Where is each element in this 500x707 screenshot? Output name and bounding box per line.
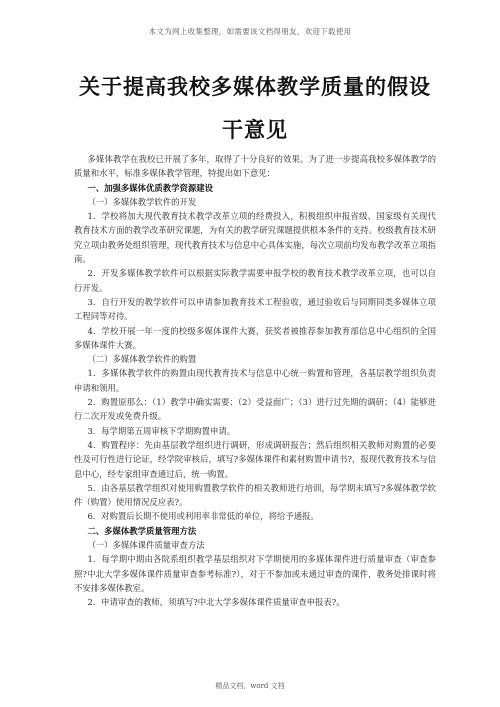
subsection-heading: （一）多媒体教学软件的开发 — [87, 196, 197, 207]
body-paragraph: 3．每学期第五周审核下学期购置申请。 — [87, 425, 236, 436]
section-heading: 二、多媒体教学质量管理方法 — [87, 525, 197, 536]
subsection-heading: （二）多媒体教学软件的购置 — [87, 354, 197, 365]
body-paragraph: 2．开发多媒体教学软件可以根据实际教学需要申报学校的教育技术教学改革立项，也可以自行开发。 — [74, 268, 436, 293]
body-paragraph: 3．自行开发的教学软件可以申请参加教育技术工程验收，通过验收后与同期同类多媒体立项工程同等对待。 — [74, 296, 436, 322]
page-footer-note: 精品文档，word 文档 — [215, 682, 285, 690]
body-paragraph: 2．申请审查的教师，须填写?中北大学多媒体课件质量审查申报表?。 — [87, 597, 345, 608]
body-paragraph: 4．购置程序：先由基层教学组织进行调研，形成调研报告；然后组织相关教师对购置的必要性及可行性进行论证，经学院审核后，填写?多媒体课件和素材购置申请书?，报现代教育技术与信息中心，经专家组审查通过后，统一购置。 — [74, 439, 436, 479]
body-paragraph: 1．学校将加大现代教育技术教学改革立项的经费投入，积极组织申报省级、国家级有关现代教育技术方面的教学改革研究课题，为有关的教学研究课题提供根本条件的支持。校级教育技术研究立项由教务处组织管理，现代教育技术与信息中心具体实施，每次立项前均发布教学改革立项指南。 — [74, 211, 436, 265]
body-paragraph: 2．购置原那么：（1）教学中确实需要；（2）受益面广；（3）进行过先期的调研；（4）能够进行二次开发或免费升级。 — [74, 397, 436, 422]
section-heading: 一、加强多媒体优质教学资源建设 — [87, 182, 214, 193]
page-header-note: 本文为网上收集整理，如需要该文档得朋友，欢迎下载使用 — [148, 27, 352, 36]
intro-paragraph: 多媒体教学在我校已开展了多年，取得了十分良好的效果。为了进一步提高我校多媒体教学的质量和水平，标准多媒体教学管理，特提出如下意见： — [74, 154, 436, 179]
document-title: 关于提高我校多媒体教学质量的假设干意见 — [79, 75, 431, 142]
body-paragraph: 1．每学期中期由各院系组织教学基层组织对下学期使用的多媒体课件进行质量审查（审查参照?中北大学多媒体课件质量审查参考标准?），对于不参加或未通过审查的课件，教务处排课时将不安排多媒体教室。 — [74, 554, 436, 593]
body-paragraph: 4．学校开展一年一度的校级多媒体课件大赛，获奖者被推荐参加教育部信息中心组织的全国多媒体课件大赛。 — [74, 325, 436, 350]
body-paragraph: 6．对购置后长期不使用或利用率非常低的单位，将给予通报。 — [87, 511, 319, 522]
body-paragraph: 1．多媒体教学软件的购置由现代教育技术与信息中心统一购置和管理，各基层教学组织负责申请和领用。 — [74, 368, 436, 393]
document-body — [74, 152, 436, 610]
body-paragraph: 5．由各基层教学组织对使用购置教学软件的相关教师进行培训，每学期末填写?多媒体教学软件（购置）使用情况反应表?。 — [74, 482, 436, 508]
subsection-heading: （一）多媒体课件质量审查方法 — [87, 540, 205, 551]
